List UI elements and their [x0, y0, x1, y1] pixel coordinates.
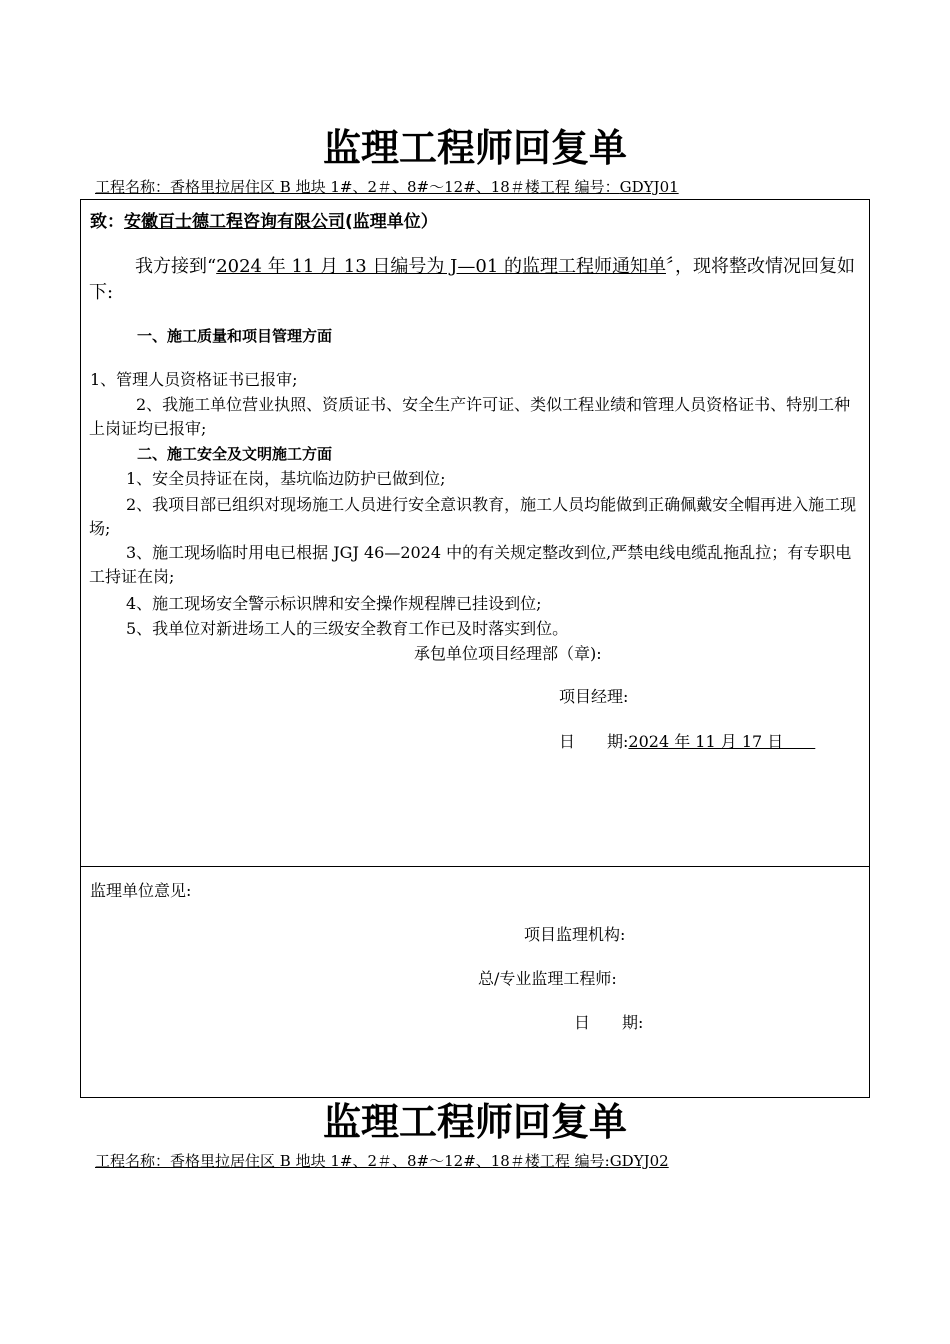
- date-value: 2024 年 11 月 17 日: [628, 732, 816, 751]
- supervising-engineer-label: 总/专业监理工程师:: [478, 969, 617, 988]
- form2-title: 监理工程师回复单: [322, 1100, 627, 1144]
- supervision-org-label: 项目监理机构:: [524, 925, 626, 944]
- form2-code-value: GDYJ02: [609, 1152, 669, 1170]
- supervisor-opinion-label: 监理单位意见:: [90, 881, 192, 900]
- contractor-seal-label: 承包单位项目经理部（章):: [414, 644, 602, 663]
- project-name: 香格里拉居住区 B 地块 1#、2＃、8#～12#、18＃楼工程: [170, 178, 570, 196]
- intro-reference: 2024 年 11 月 13 日编号为 J—01 的监理工程师通知单: [216, 256, 666, 277]
- to-prefix: 致：: [90, 212, 124, 232]
- to-suffix: (监理单位）: [345, 212, 438, 232]
- section1-heading: 一、施工质量和项目管理方面: [137, 327, 333, 345]
- code-label: 编号：: [569, 178, 620, 196]
- s2-item-1: 1、安全员持证在岗，基坑临边防护已做到位;: [126, 469, 446, 488]
- project-prefix: 工程名称：: [95, 178, 171, 196]
- intro-a: 我方接到“: [135, 256, 217, 277]
- reply-section: [80, 199, 870, 867]
- code-value: GDYJ01: [619, 178, 679, 196]
- date-label: 日 期:: [559, 732, 629, 751]
- to-unit: 安徽百士德工程咨询有限公司: [124, 212, 345, 232]
- s2-item-4: 4、施工现场安全警示标识牌和安全操作规程牌已挂设到位;: [126, 594, 542, 613]
- s1-item-1: 1、管理人员资格证书已报审;: [90, 370, 298, 389]
- s2-item-5: 5、我单位对新进场工人的三级安全教育工作已及时落实到位。: [126, 619, 569, 638]
- s2-item-3: 3、施工现场临时用电已根据 JGJ 46—2024 中的有关规定整改到位,严禁电线电缆乱拖乱拉；有专职电工持证在岗;: [89, 543, 852, 586]
- section2-heading: 二、施工安全及文明施工方面: [137, 445, 333, 463]
- intro-b: 〞，现将整改情况回复如下:: [89, 256, 855, 303]
- project-manager-label: 项目经理:: [559, 687, 629, 706]
- intro-paragraph: [89, 254, 861, 306]
- form2-project-line: [95, 1152, 669, 1170]
- form2-project-name: 香格里拉居住区 B 地块 1#、2＃、8#～12#、18＃楼工程: [170, 1152, 570, 1170]
- form-title: 监理工程师回复单: [322, 126, 627, 170]
- recipient-line: [90, 212, 438, 232]
- reply-date: [559, 732, 815, 752]
- s2-item-2: 2、我项目部已组织对现场施工人员进行安全意识教育，施工人员均能做到正确佩戴安全帽再进入施工现场;: [89, 495, 857, 538]
- s1-item-2: 2、我施工单位营业执照、资质证书、安全生产许可证、类似工程业绩和管理人员资格证书、特别工种上岗证均已报审;: [89, 395, 851, 438]
- form2-code-label: 编号:: [569, 1152, 610, 1170]
- project-line: [95, 178, 679, 196]
- form2-project-prefix: 工程名称：: [95, 1152, 171, 1170]
- supervisor-section: [80, 866, 870, 1098]
- supervisor-date-label: 日 期:: [574, 1013, 644, 1032]
